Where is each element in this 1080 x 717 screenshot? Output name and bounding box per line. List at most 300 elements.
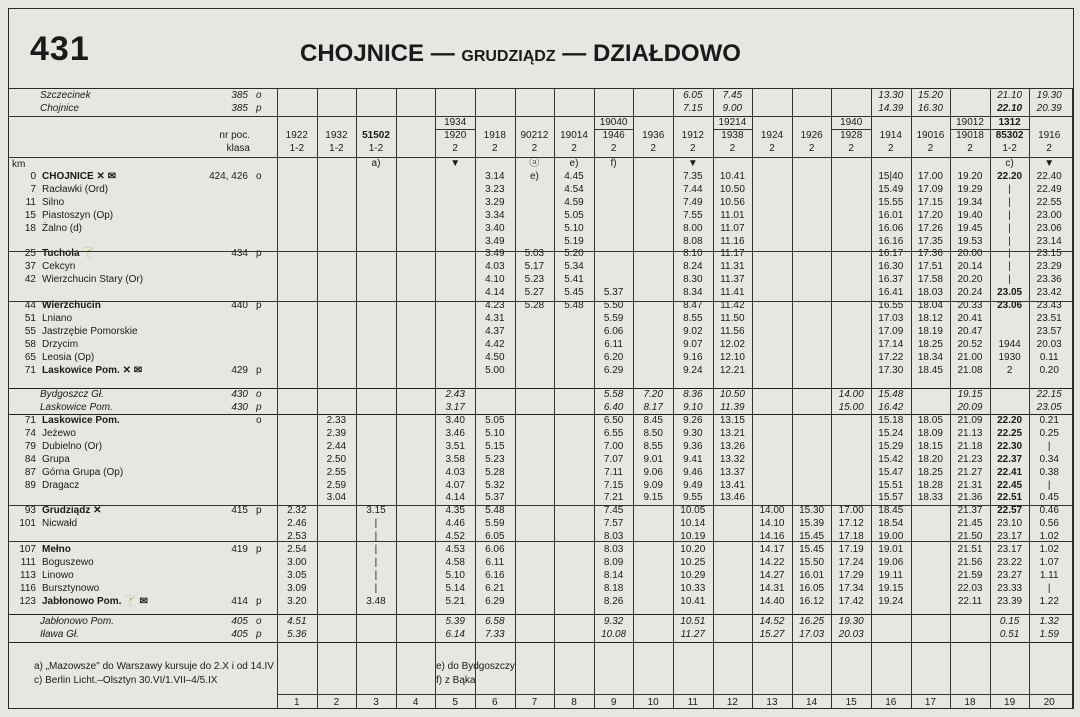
time-cell: 16.06 — [878, 222, 904, 234]
time-cell: 1.32 — [1039, 616, 1059, 627]
time-cell: 23.43 — [1036, 300, 1062, 311]
time-cell: 22.15 — [1036, 389, 1062, 400]
time-cell: 6.29 — [603, 364, 624, 376]
time-cell: 14.52 — [759, 616, 785, 627]
time-cell: 16.41 — [878, 287, 904, 299]
station-name: Mełno — [42, 544, 71, 555]
time-cell: 18.09 — [917, 427, 943, 439]
train-number: 1914 — [879, 130, 902, 141]
time-cell: 1.11 — [1039, 569, 1059, 581]
class-value: 2 — [690, 143, 696, 154]
train-note: ⓐ — [529, 158, 540, 169]
header-divider — [8, 88, 1074, 89]
class-value: 2 — [769, 143, 775, 154]
time-cell: 22.55 — [1036, 196, 1062, 208]
time-cell: 19.15 — [878, 582, 904, 594]
time-cell: 20.20 — [957, 274, 983, 286]
time-cell: 6.20 — [603, 351, 624, 363]
time-cell: 18.25 — [917, 338, 943, 350]
train-number: 1918 — [483, 130, 506, 141]
time-cell: 9.10 — [683, 401, 703, 413]
time-cell: 0.56 — [1039, 518, 1059, 530]
time-cell: 22.25 — [997, 427, 1023, 439]
station-name: Grupa — [42, 453, 70, 465]
time-cell: 3.34 — [485, 209, 505, 221]
time-cell: 5.58 — [603, 389, 624, 400]
time-cell: 10.19 — [680, 531, 706, 543]
time-cell: 0.20 — [1039, 364, 1059, 376]
time-cell: 9.36 — [683, 440, 703, 452]
time-cell: 6.14 — [445, 628, 465, 640]
km-value: 79 — [24, 440, 36, 452]
column-number: 4 — [412, 697, 419, 708]
time-cell: 23.10 — [997, 518, 1023, 530]
table-ref: 440 — [231, 300, 248, 311]
through-train-number: 19012 — [956, 117, 984, 128]
km-value: 65 — [24, 351, 36, 363]
time-cell: 9.49 — [683, 479, 703, 491]
time-cell: 15.18 — [878, 415, 904, 426]
title-dash-1: — — [430, 40, 455, 67]
table-ref: 405 — [231, 628, 248, 640]
through-train-number: 1940 — [840, 117, 863, 128]
time-cell: 10.29 — [680, 569, 706, 581]
train-number: 1920 — [444, 130, 467, 141]
time-cell: 8.08 — [683, 235, 703, 247]
column-rule — [277, 88, 278, 708]
column-rule — [356, 88, 357, 708]
time-cell: 15.45 — [799, 531, 825, 543]
column-number: 16 — [885, 697, 897, 708]
time-cell: 8.50 — [643, 427, 663, 439]
time-cell: 5.05 — [564, 209, 584, 221]
through-train-number: 19214 — [718, 117, 747, 128]
time-cell: 4.37 — [485, 325, 505, 337]
km-value: 84 — [24, 453, 36, 465]
time-cell: 8.30 — [683, 274, 703, 286]
time-cell: 5.17 — [524, 261, 545, 273]
time-cell: 17.42 — [838, 595, 864, 607]
time-cell: 15.51 — [878, 479, 904, 491]
time-cell: 22.37 — [997, 453, 1023, 465]
time-cell: 0.46 — [1039, 505, 1059, 517]
time-cell: 5.14 — [445, 582, 465, 594]
km-value: 44 — [24, 300, 36, 311]
time-cell: 7.33 — [485, 628, 505, 640]
time-cell: | — [374, 569, 378, 581]
time-cell: 11.16 — [720, 235, 745, 247]
time-cell: 14.16 — [759, 531, 785, 543]
train-number: 1928 — [840, 130, 863, 141]
time-cell: 21.36 — [957, 492, 983, 504]
event-marker: p — [256, 248, 262, 260]
time-cell: 6.16 — [485, 569, 505, 581]
km-value: 123 — [19, 595, 36, 607]
time-cell: 15.49 — [878, 183, 904, 195]
station-name: Jastrzębie Pomorskie — [42, 325, 138, 337]
time-cell: 23.39 — [997, 595, 1023, 607]
time-cell: 5.34 — [564, 261, 584, 273]
column-number: 10 — [647, 697, 659, 708]
time-cell: 2.32 — [287, 505, 307, 517]
time-cell: 4.35 — [445, 505, 465, 517]
km-value: 25 — [24, 248, 36, 260]
column-number: 2 — [333, 697, 340, 708]
station-name: Leosia (Op) — [42, 351, 95, 363]
time-cell: 19.01 — [878, 544, 904, 555]
station-name: Tuchola 🍸 — [42, 248, 95, 260]
train-number: 1916 — [1038, 130, 1061, 141]
time-cell: 11.01 — [720, 209, 745, 221]
time-cell: 11.37 — [720, 274, 745, 286]
time-cell: 8.34 — [683, 287, 703, 299]
class-value: 2 — [729, 143, 736, 154]
time-cell: 22.45 — [997, 479, 1023, 491]
footnote-c: c) Berlin Licht.–Olsztyn 30.VI/1.VII–4/5.IX — [34, 675, 218, 686]
time-cell: 23.42 — [1036, 287, 1062, 299]
time-cell: 2.50 — [326, 453, 347, 465]
time-cell: 2.43 — [445, 389, 465, 400]
time-cell: 22.49 — [1036, 183, 1062, 195]
train-number: 1912 — [681, 130, 704, 141]
station-name: Bydgoszcz Gł. — [40, 389, 104, 400]
title-to: DZIAŁDOWO — [592, 40, 741, 67]
time-cell: 11.39 — [720, 401, 745, 413]
footer-rule — [277, 694, 1072, 695]
time-cell: 15.45 — [799, 544, 825, 555]
time-cell: 21.51 — [957, 544, 983, 555]
time-cell: 21.00 — [957, 351, 983, 363]
time-cell: 8.00 — [683, 222, 703, 234]
section-rule — [8, 388, 1074, 389]
time-cell: 8.45 — [643, 415, 663, 426]
time-cell: 19.34 — [957, 196, 983, 208]
time-cell: 5.23 — [485, 453, 505, 465]
class-label: klasa — [226, 143, 250, 154]
time-cell: | — [374, 544, 378, 555]
time-cell: 9.41 — [683, 453, 703, 465]
time-cell: 0.51 — [999, 628, 1020, 640]
time-cell: 14.31 — [759, 582, 785, 594]
time-cell: 0.38 — [1039, 466, 1059, 478]
time-cell: 6.21 — [485, 582, 505, 594]
column-number: 8 — [571, 697, 577, 708]
class-value: 2 — [492, 143, 498, 154]
station-name: Wierzchucin — [42, 300, 101, 311]
time-cell: 14.00 — [838, 389, 864, 400]
train-number: 51502 — [362, 130, 390, 141]
station-name: Jeżewo — [42, 427, 76, 439]
time-cell: 1.59 — [1039, 628, 1059, 640]
time-cell: 16.12 — [799, 595, 825, 607]
time-cell: 18.45 — [917, 364, 943, 376]
km-value: 11 — [25, 196, 36, 208]
title-via: GRUDZIĄDZ — [461, 48, 556, 65]
train-number: 19018 — [956, 130, 984, 141]
time-cell: 17.19 — [838, 544, 864, 555]
time-cell: 8.10 — [683, 248, 703, 260]
time-cell: 9.30 — [683, 427, 703, 439]
station-name: Iława Gł. — [40, 628, 79, 640]
km-value: 0 — [30, 171, 36, 182]
time-cell: 21.31 — [957, 479, 983, 491]
footnote-f: f) z Bąka — [436, 675, 476, 686]
time-cell: 10.25 — [680, 556, 706, 568]
time-cell: 17.14 — [878, 338, 904, 350]
time-cell: 5.37 — [603, 287, 624, 299]
time-cell: 18.03 — [917, 287, 943, 299]
event-marker: o — [256, 171, 262, 182]
time-cell: 18.15 — [917, 440, 943, 452]
time-cell: 17.26 — [917, 222, 943, 234]
time-cell: 19.30 — [838, 616, 864, 627]
route-title — [300, 40, 741, 68]
time-cell: 5.39 — [445, 616, 465, 627]
time-cell: 10.20 — [680, 544, 706, 555]
time-cell: 10.51 — [680, 616, 706, 627]
time-cell: 3.17 — [445, 401, 465, 413]
time-cell: 2.55 — [326, 466, 347, 478]
time-cell: 11.56 — [720, 325, 745, 337]
row-rule — [8, 251, 1074, 252]
column-rule — [752, 88, 753, 708]
time-cell: 4.23 — [485, 300, 505, 311]
time-cell: 16.01 — [799, 569, 825, 581]
time-cell: 7.44 — [683, 183, 703, 195]
time-cell: | — [374, 556, 378, 568]
time-cell: 17.51 — [917, 261, 943, 273]
time-cell: 15.57 — [878, 492, 904, 504]
station-name: Nicwałd — [42, 518, 78, 530]
train-number: 1926 — [800, 130, 823, 141]
time-cell: 23.15 — [1036, 248, 1062, 260]
column-number: 5 — [452, 697, 458, 708]
time-cell: 18.25 — [917, 466, 943, 478]
km-value: 55 — [24, 325, 36, 337]
time-cell: 4.45 — [564, 171, 584, 182]
train-note: ▼ — [1044, 158, 1055, 169]
time-cell: 17.34 — [838, 582, 864, 594]
time-cell: 19.30 — [1036, 90, 1062, 101]
time-cell: 7.00 — [603, 440, 624, 452]
through-train-number: 1312 — [998, 117, 1021, 128]
time-cell: 7.07 — [603, 453, 624, 465]
train-note: c) — [1005, 158, 1014, 169]
time-cell: 3.14 — [485, 171, 505, 182]
time-cell: 20.14 — [957, 261, 983, 273]
time-cell: 4.53 — [445, 544, 465, 555]
km-value: 15 — [24, 209, 36, 221]
time-cell: 22.30 — [997, 440, 1023, 452]
title-dash-2: — — [562, 40, 587, 67]
time-cell: 11.41 — [720, 287, 745, 299]
time-cell: 15|40 — [878, 171, 904, 182]
time-cell: 22.41 — [997, 466, 1023, 478]
time-cell: 5.10 — [485, 427, 505, 439]
time-cell: 19.00 — [878, 531, 904, 543]
time-cell: 1.22 — [1039, 595, 1059, 607]
time-cell: 6.50 — [603, 415, 624, 426]
time-cell: 21.10 — [997, 90, 1023, 101]
time-cell: 9.07 — [683, 338, 703, 350]
time-cell: 18.33 — [917, 492, 943, 504]
time-cell: 20.24 — [957, 287, 983, 299]
time-cell: 8.09 — [603, 556, 624, 568]
time-cell: 2.39 — [326, 427, 347, 439]
time-cell: 5.27 — [524, 287, 545, 299]
column-rule — [792, 88, 793, 708]
time-cell: 18.54 — [878, 518, 904, 530]
time-cell: 19.24 — [878, 595, 904, 607]
km-value: 42 — [24, 274, 36, 286]
station-name: Silno — [42, 196, 65, 208]
km-value: 37 — [24, 261, 36, 273]
time-cell: 5.03 — [524, 248, 545, 260]
km-value: 111 — [20, 556, 36, 568]
station-name: Jabłonowo Pom. 🍸 ✉ — [42, 595, 148, 607]
train-note: e) — [569, 158, 579, 169]
time-cell: 17.58 — [917, 274, 943, 286]
time-cell: 8.47 — [683, 300, 703, 311]
time-cell: 5.05 — [485, 415, 505, 426]
time-cell: 6.40 — [603, 401, 624, 413]
km-value: 116 — [20, 582, 36, 594]
class-value: 1-2 — [1002, 143, 1017, 154]
time-cell: 17.36 — [917, 248, 943, 260]
time-cell: | — [1047, 440, 1051, 452]
time-cell: 3.58 — [445, 453, 465, 465]
time-cell: 10.50 — [719, 389, 745, 400]
km-value: 74 — [24, 427, 36, 439]
time-cell: 17.29 — [838, 569, 864, 581]
time-cell: | — [1047, 479, 1051, 491]
time-cell: 17.00 — [917, 171, 943, 182]
station-name: CHOJNICE ✕ ✉ — [42, 171, 116, 182]
time-cell: 23.57 — [1036, 325, 1062, 337]
table-ref: 429 — [231, 364, 248, 376]
event-marker: o — [256, 90, 262, 101]
time-cell: 5.48 — [564, 300, 584, 311]
column-number: 6 — [492, 697, 498, 708]
time-cell: 23.06 — [997, 300, 1023, 311]
time-cell: 9.15 — [643, 492, 663, 504]
footnote-e: e) do Bydgoszczy — [436, 661, 515, 672]
table-ref: 424, 426 — [209, 171, 248, 182]
km-value: 107 — [19, 544, 36, 555]
time-cell: 23.17 — [997, 544, 1023, 555]
time-cell: 11.31 — [720, 261, 745, 273]
time-cell: | — [1008, 196, 1011, 208]
time-cell: 22.40 — [1036, 171, 1062, 182]
time-cell: 22.20 — [997, 171, 1023, 182]
time-cell: 21.13 — [957, 427, 983, 439]
time-cell: 7.45 — [722, 90, 743, 101]
class-value: 2 — [927, 143, 934, 154]
time-cell: 9.00 — [722, 102, 743, 114]
time-cell: 17.09 — [917, 183, 943, 195]
time-cell: | — [1008, 235, 1011, 247]
time-cell: 7.35 — [683, 171, 703, 182]
time-cell: 0.45 — [1039, 492, 1059, 504]
time-cell: 11.50 — [720, 312, 745, 324]
train-number: 90212 — [520, 130, 549, 141]
time-cell: 5.45 — [564, 287, 584, 299]
time-cell: 1.02 — [1039, 544, 1059, 555]
station-name: Racławki (Ord) — [42, 183, 109, 195]
class-value: 1-2 — [289, 143, 305, 154]
station-name: Linowo — [42, 569, 74, 581]
through-train-number: 19040 — [599, 117, 628, 128]
time-cell: 11.42 — [720, 300, 745, 311]
time-cell: 22.10 — [997, 102, 1023, 114]
table-ref: 430 — [231, 389, 248, 400]
time-cell: 15.00 — [838, 401, 864, 413]
time-cell: 17.30 — [878, 364, 904, 376]
time-cell: 2.59 — [326, 479, 347, 491]
time-cell: | — [374, 531, 378, 543]
time-cell: 5.59 — [603, 312, 624, 324]
time-cell: 1930 — [998, 351, 1021, 363]
time-cell: 23.05 — [1036, 401, 1062, 413]
time-cell: 17.00 — [838, 505, 864, 517]
km-value: 51 — [24, 312, 36, 324]
train-note: ▼ — [450, 158, 461, 169]
section-rule — [8, 642, 1074, 643]
time-cell: 17.03 — [799, 628, 825, 640]
time-cell: 13.46 — [719, 492, 745, 504]
time-cell: 3.29 — [485, 196, 505, 208]
time-cell: 1.07 — [1039, 556, 1059, 568]
time-cell: 14.00 — [759, 505, 785, 517]
time-cell: 13.30 — [878, 90, 904, 101]
time-cell: 14.22 — [759, 556, 785, 568]
train-number: 19014 — [560, 130, 588, 141]
time-cell: 23.06 — [1036, 222, 1062, 234]
station-name: Laskowice Pom. — [40, 401, 113, 413]
time-cell: 7.45 — [603, 505, 624, 517]
time-cell: 21.27 — [957, 466, 983, 478]
time-cell: 17.03 — [878, 312, 904, 324]
time-cell: 8.03 — [603, 544, 624, 555]
time-cell: 4.51 — [287, 616, 307, 627]
column-number: 13 — [766, 697, 778, 708]
column-number: 14 — [806, 697, 818, 708]
time-cell: 18.04 — [917, 300, 943, 311]
time-cell: 3.49 — [485, 248, 505, 260]
time-cell: 7.49 — [683, 196, 703, 208]
time-cell: 8.55 — [683, 312, 703, 324]
time-cell: 4.50 — [485, 351, 505, 363]
column-number: 19 — [1004, 697, 1016, 708]
time-cell: 10.41 — [719, 171, 745, 182]
time-cell: 7.20 — [643, 389, 663, 400]
time-cell: 9.01 — [643, 453, 663, 465]
time-cell: 15.39 — [799, 518, 825, 530]
time-cell: 8.24 — [683, 261, 703, 273]
time-cell: 15.30 — [799, 505, 825, 517]
time-cell: | — [1008, 248, 1011, 260]
time-cell: 3.49 — [485, 235, 505, 247]
km-value: 71 — [24, 364, 36, 376]
train-number: 85302 — [995, 130, 1024, 141]
row-rule — [8, 116, 1074, 117]
train-number-label: nr poc. — [219, 130, 250, 141]
station-name: Dubielno (Or) — [42, 440, 103, 452]
column-number: 3 — [373, 697, 379, 708]
time-cell: 14.17 — [759, 544, 785, 555]
class-value: 2 — [531, 143, 538, 154]
time-cell: 22.03 — [957, 582, 983, 594]
